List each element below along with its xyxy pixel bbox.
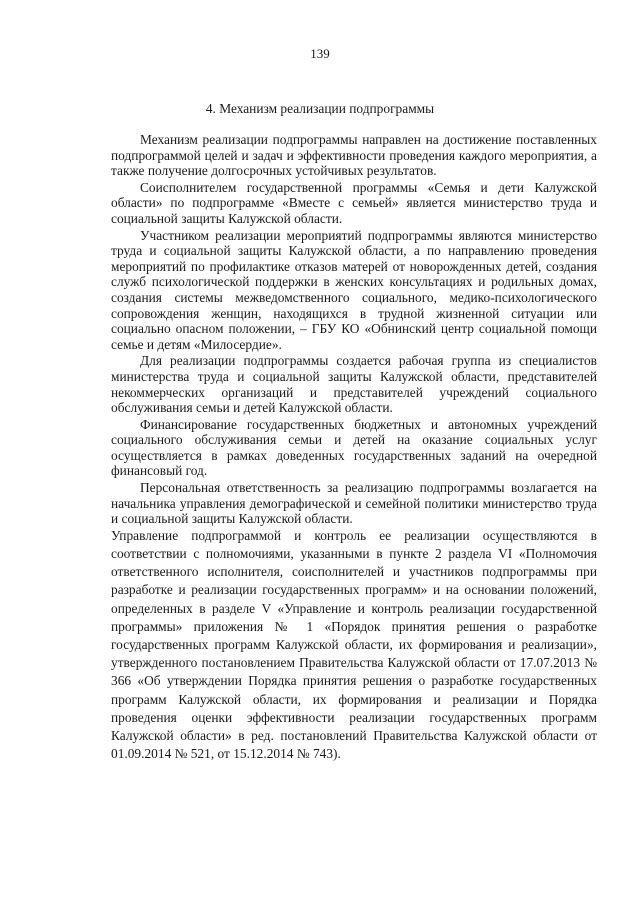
paragraph-participants: Участником реализации мероприятий подпрограммы являются министерство труда и социальной защиты Калужской области, а по направлению проведения мероприятий по профилактике отказов матерей от новорожденных детей, создания служб психологической поддержки в женских консультациях и родильных домах, создания системы межведомственного социального, медико-психологического сопровождения женщин, находящихся в трудной жизненной ситуации или социально опасном положении, – ГБУ КО «Обнинский центр социальной помощи семье и детям «Милосердие». bbox=[111, 227, 597, 352]
paragraph-financing: Финансирование государственных бюджетных и автономных учреждений социального обслуживания семьи и детей на оказание социальных услуг осуществляется в рамках доведенных государственных заданий на очередной финансовый год. bbox=[111, 416, 597, 479]
paragraph-management: Управление подпрограммой и контроль ее реализации осуществляются в соответствии с полномочиями, указанными в пункте 2 раздела VI «Полномочия ответственного исполнителя, соисполнителей и участников подпрограммы при разработке и реализации государственных программ» и на основании положений, определенных в разделе V «Управление и контроль реализации государственной программы» приложения № 1 «Порядок принятия решения о разработке государственных программ Калужской области, их формирования и реализации», утвержденного постановлением Правительства Калужской области от 17.07.2013 № 366 «Об утверждении Порядка принятия решения о разработке государственных программ Калужской области, их формирования и реализации и Порядка проведения оценки эффективности реализации государственных программ Калужской области» в ред. постановлений Правительства Калужской области от 01.09.2014 № 521, от 15.12.2014 № 743). bbox=[111, 527, 597, 762]
section-heading: 4. Механизм реализации подпрограммы bbox=[205, 101, 435, 116]
paragraph-working-group: Для реализации подпрограммы создается рабочая группа из специалистов министерства труда и социальной защиты Калужской области, представителей некоммерческих организаций и представителей учреждений социального обслуживания семьи и детей Калужской области. bbox=[111, 353, 597, 416]
page-number: 139 bbox=[310, 46, 330, 61]
paragraph-mechanism: Механизм реализации подпрограммы направлен на достижение поставленных подпрограммой целей и задач и эффективности проведения каждого мероприятия, а также получение долгосрочных устойчивых результатов. bbox=[111, 132, 597, 179]
paragraph-responsibility: Персональная ответственность за реализацию подпрограммы возлагается на начальника управления демографической и семейной политики министерство труда и социальной защиты Калужской области. bbox=[111, 480, 597, 527]
paragraph-co-executor: Соисполнителем государственной программы «Семья и дети Калужской области» по подпрограмме «Вместе с семьей» является министерство труда и социальной защиты Калужской области. bbox=[111, 179, 597, 226]
body-text bbox=[111, 132, 597, 763]
